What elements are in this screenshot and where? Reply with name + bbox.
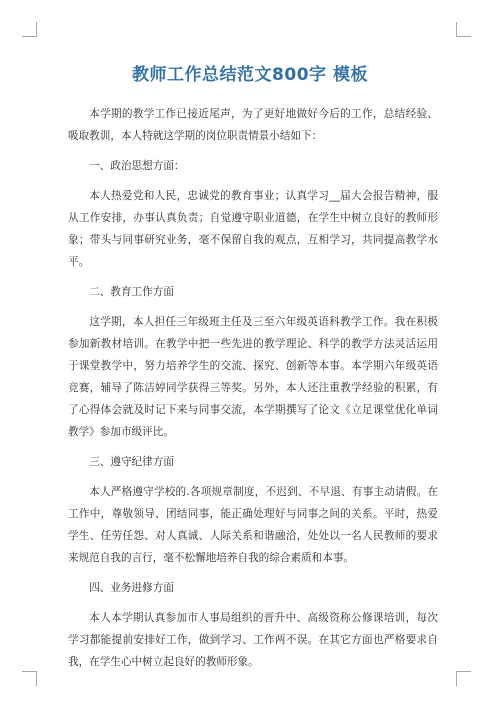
training-paragraph: 本人本学期认真参加市人事局组织的晋升中、高级资称公修课培训，每次学习都能提前安排好工作，做到学习、工作两不误。在其它方面也严格要求自我，在学生心中树立起良好的教师形象。 bbox=[68, 612, 438, 668]
crop-mark-top-left bbox=[22, 22, 37, 37]
section-heading-political: 一、政治思想方面： bbox=[89, 160, 185, 172]
section-heading-training: 四、业务进修方面 bbox=[89, 582, 174, 594]
crop-mark-top-right bbox=[456, 22, 471, 37]
political-paragraph: 本人热爱党和人民，忠诚党的教育事业；认真学习__届大会报告精神，服从工作安排，办事认真负责；自觉遵守职业道德，在学生中树立良好的教师形象；带头与同事研究业务，毫不保留自我的观点，互相学习，共同提高教学水平。 bbox=[68, 190, 438, 268]
document-body bbox=[68, 103, 438, 681]
teaching-paragraph: 这学期，本人担任三年级班主任及三至六年级英语科教学工作。我在积极参加新教材培训。在教学中把一些先进的教学理论、科学的教学方法灵活运用于课堂教学中，努力培养学生的交流、探究、创新等本事。本学期六年级英语竞赛，辅导了陈洁婷同学获得三等奖。另外，本人还注重教学经验的积累，有了心得体会就及时记下来与同事交流，本学期撰写了论文《立足课堂优化单词教学》参加市级评比。 bbox=[68, 316, 438, 438]
crop-mark-bottom-left bbox=[22, 671, 37, 686]
document-title: 教师工作总结范文800字 模板 bbox=[132, 65, 368, 85]
section-heading-teaching: 二、教育工作方面 bbox=[89, 286, 174, 298]
crop-mark-bottom-right bbox=[456, 671, 471, 686]
section-heading-discipline: 三、遵守纪律方面 bbox=[89, 456, 174, 468]
intro-paragraph: 本学期的教学工作已接近尾声，为了更好地做好今后的工作，总结经验、吸取教训，本人特就这学期的岗位职责情景小结如下： bbox=[68, 108, 438, 142]
discipline-paragraph: 本人严格遵守学校的.各项规章制度，不迟到、不早退、有事主动请假。在工作中，尊敬领导、团结同事，能正确处理好与同事之间的关系。平时，热爱学生、任劳任怨、对人真诚、人际关系和谐融洽，处处以一名人民教师的要求来规范自我的言行，毫不松懈地培养自我的综合素质和本事。 bbox=[68, 486, 438, 564]
